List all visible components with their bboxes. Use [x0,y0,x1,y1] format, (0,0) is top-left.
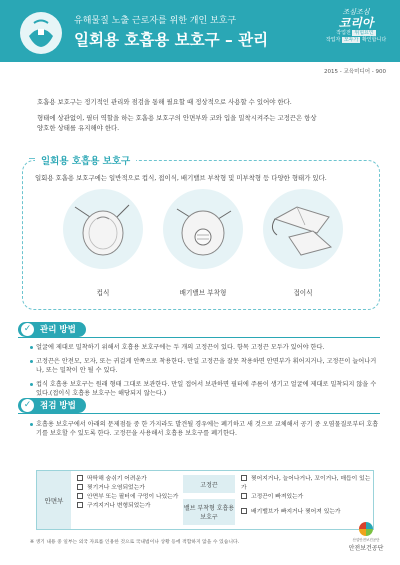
management-section-title [18,322,86,337]
mask-label-folding: 접이식 [293,289,313,297]
intro-line: 형태에 상관없이, 필터 역할을 하는 호흡용 보호구의 안면부와 코와 입을 밀착시켜주는 고정끈은 항상 [37,114,317,122]
document-number: 2015 - 교육미디어 - 900 [323,69,386,75]
agency-line2: 안전보건공단 [348,545,384,552]
agency-line1: 산업안전보건공단 [352,538,380,542]
inspection-checklist [36,470,374,530]
mask-label-valve: 배기밸브 부착형 [179,289,227,297]
campaign-brand [320,8,392,60]
agency-emblem-icon [359,522,373,536]
checklist-item: 구겨지거나 변형되었는가 [77,502,178,511]
checkbox[interactable] [241,475,247,481]
brand-line4b: 모두가 [343,37,359,43]
brand-line4c: 확인합니다 [362,37,387,43]
checklist-item: 찢기거나 오염되었는가 [77,484,178,493]
valve-label: 밸브 부착형 호흡용 보호구 [183,499,235,525]
checklist-item: 안면부 또는 필터에 구멍이 나있는가 [77,493,178,502]
brand-line3 [320,30,392,37]
checklist-item: 딱딱해 숨쉬기 어려운가 [77,475,178,484]
check-icon: ✓ [21,323,34,336]
footnote: ※ 생기 내용 중 일부는 외국 자료를 인용한 것으로 국내법이나 상황 등에 적합하지 않을 수 있습니다. [30,540,240,545]
inspection-list [30,420,380,443]
intro-text [37,97,377,139]
header-subtitle: 유해물질 노출 근로자를 위한 개인 보호구 [74,16,237,26]
checkbox[interactable] [241,493,247,499]
cup-mask-icon [63,189,143,269]
brand-line4a: 작업자 [325,37,341,43]
types-box-description: 일회용 호흡용 보호구에는 일반적으로 컵식, 접이식, 배기밸브 부착형 및 미부착형 등 다양한 형태가 있다. [35,174,327,182]
brand-line3a: 작업전 [336,30,351,36]
inspection-title-text: 점검 방법 [40,401,76,411]
management-list [30,343,380,403]
list-item: 컵식 호흡용 보호구는 원래 형태 그대로 보관한다. 만일 접어서 보관하면 필터에 주름이 생기고 얼굴에 제대로 밀착되지 않을 수 있다.(접이식 호흡용 보호구는 해당되지 않는다.) [30,380,380,398]
brand-line1: 조심조심 [342,8,370,16]
intro-line: 호흡용 보호구는 정기적인 관리와 점검을 통해 필요할 때 정상적으로 사용할 수 있어야 한다. [37,98,292,106]
check-icon: ✓ [21,399,34,412]
facepiece-items [77,475,178,511]
list-item: 고정끈은 안전모, 모자, 또는 귀걸게 안쪽으로 착용한다. 만일 고정끈을 잘못 착용하면 안면부가 휘어지거나, 고정끈이 늘어나거나, 또는 밀착이 안 될 수 있다. [30,357,380,375]
page-title: 일회용 호흡용 보호구 – 관리 [74,31,269,49]
checkbox[interactable] [77,484,83,490]
list-item: 호흡용 보호구에서 아래의 문제점들 중 한 가지라도 발견될 경우에는 폐기하고 새 것으로 교체해서 공기 중 오염물질로부터 호흡기를 보호할 수 있도록 한다. 고정끈을 사용해서 호흡용 보호구를 폐기한다. [30,420,380,438]
inspection-section-title [18,398,86,413]
folding-mask-icon [263,189,343,269]
brand-line3b: 위험요인 [354,30,374,36]
agency-logo [338,522,394,558]
respirator-logo-icon [20,12,62,54]
types-box-title: 일회용 호흡용 보호구 [35,153,136,167]
facepiece-label: 안면부 [37,471,71,529]
brand-line2: 코리아 [338,16,374,30]
strap-items [241,475,373,502]
checklist-item: 찢어지거나, 늘어나거나, 꼬이거나, 매듭이 있는가 [241,476,371,491]
list-item: 얼굴에 제대로 밀착하기 위해서 호흡용 보호구에는 두 개의 고정끈이 있다. 항목 고정끈 모두가 있어야 한다. [30,343,380,352]
checkbox[interactable] [241,508,247,514]
checkbox[interactable] [77,475,83,481]
divider [18,337,380,338]
checkbox[interactable] [77,502,83,508]
intro-line: 양호한 상태를 유지해야 한다. [37,124,120,132]
valve-items [241,508,341,517]
brand-line4 [320,37,392,44]
management-title-text: 관리 방법 [40,325,76,335]
mask-label-cup: 컵식 [96,289,110,297]
strap-label: 고정끈 [183,475,235,493]
divider [18,413,380,414]
respirator-types-box [22,156,380,310]
checkbox[interactable] [77,493,83,499]
checklist-item: 고정끈이 빠져있는가 [241,493,373,502]
checklist-item: 배기밸브가 빠지거나 찢어져 있는가 [241,508,341,517]
header-banner [0,0,400,62]
valve-mask-icon [163,189,243,269]
